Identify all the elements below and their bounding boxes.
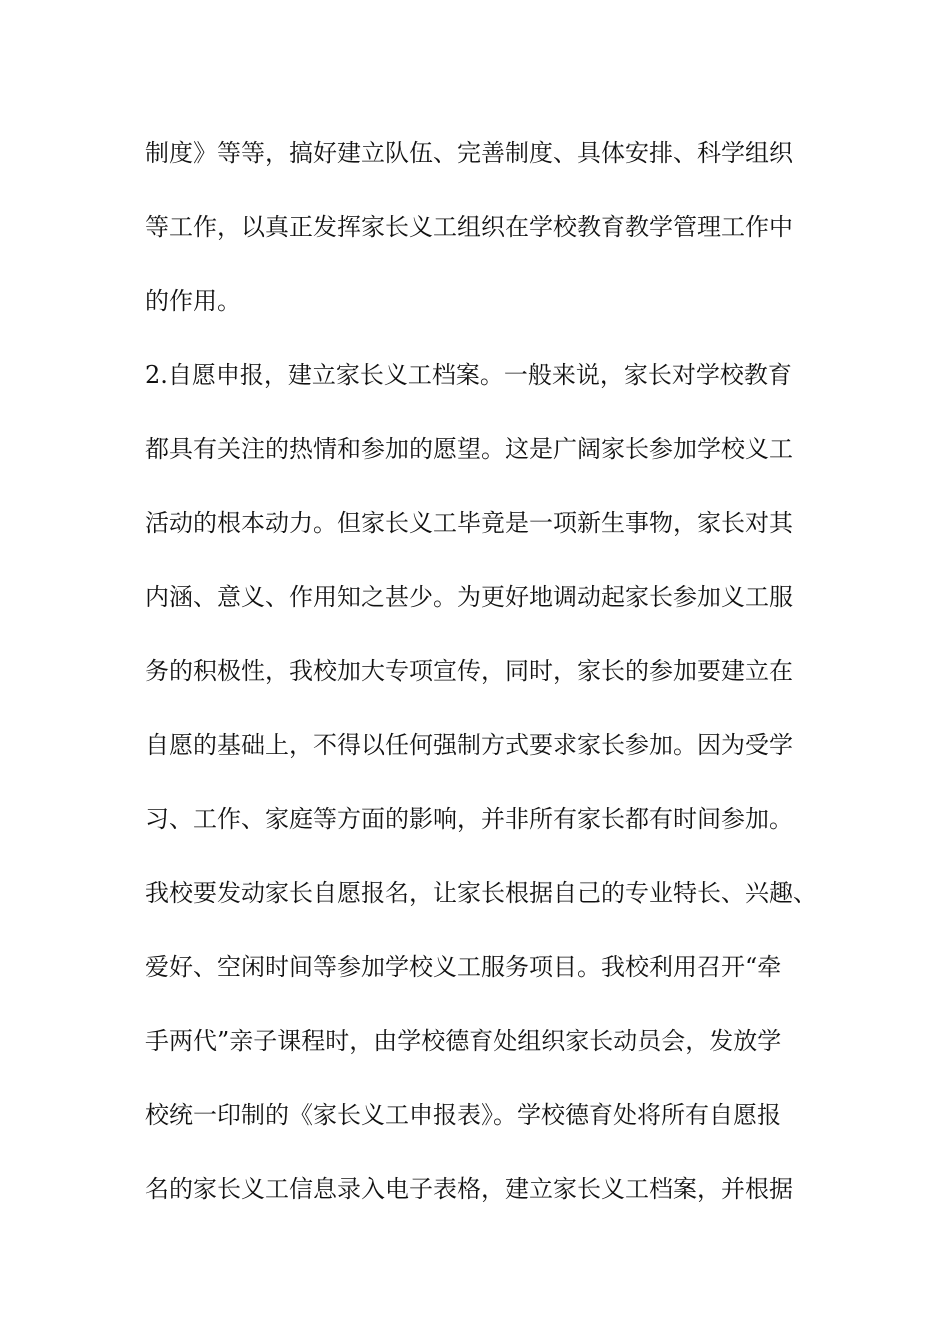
text-line: 等工作，以真正发挥家长义工组织在学校教育教学管理工作中 bbox=[145, 213, 793, 241]
text-line: 习、工作、家庭等方面的影响，并非所有家长都有时间参加。 bbox=[145, 805, 793, 833]
text-line: 爱好、空闲时间等参加学校义工服务项目。我校利用召开“牵 bbox=[145, 953, 782, 981]
text-line: 2.自愿申报，建立家长义工档案。一般来说，家长对学校教育 bbox=[145, 361, 792, 389]
text-line: 校统一印制的《家长义工申报表》。学校德育处将所有自愿报 bbox=[145, 1101, 781, 1129]
text-line: 手两代”亲子课程时，由学校德育处组织家长动员会，发放学 bbox=[145, 1027, 782, 1055]
text-line: 务的积极性，我校加大专项宣传，同时，家长的参加要建立在 bbox=[145, 657, 793, 685]
text-line: 内涵、意义、作用知之甚少。为更好地调动起家长参加义工服 bbox=[145, 583, 793, 611]
text-line: 制度》等等，搞好建立队伍、完善制度、具体安排、科学组织 bbox=[145, 139, 793, 167]
body-text bbox=[145, 131, 825, 1241]
text-line: 都具有关注的热情和参加的愿望。这是广阔家长参加学校义工 bbox=[145, 435, 793, 463]
text-line: 名的家长义工信息录入电子表格，建立家长义工档案，并根据 bbox=[145, 1175, 793, 1203]
text-line: 我校要发动家长自愿报名，让家长根据自己的专业特长、兴趣、 bbox=[145, 879, 817, 907]
text-line: 自愿的基础上，不得以任何强制方式要求家长参加。因为受学 bbox=[145, 731, 793, 759]
text-line: 活动的根本动力。但家长义工毕竟是一项新生事物，家长对其 bbox=[145, 509, 793, 537]
text-line: 的作用。 bbox=[145, 287, 241, 315]
